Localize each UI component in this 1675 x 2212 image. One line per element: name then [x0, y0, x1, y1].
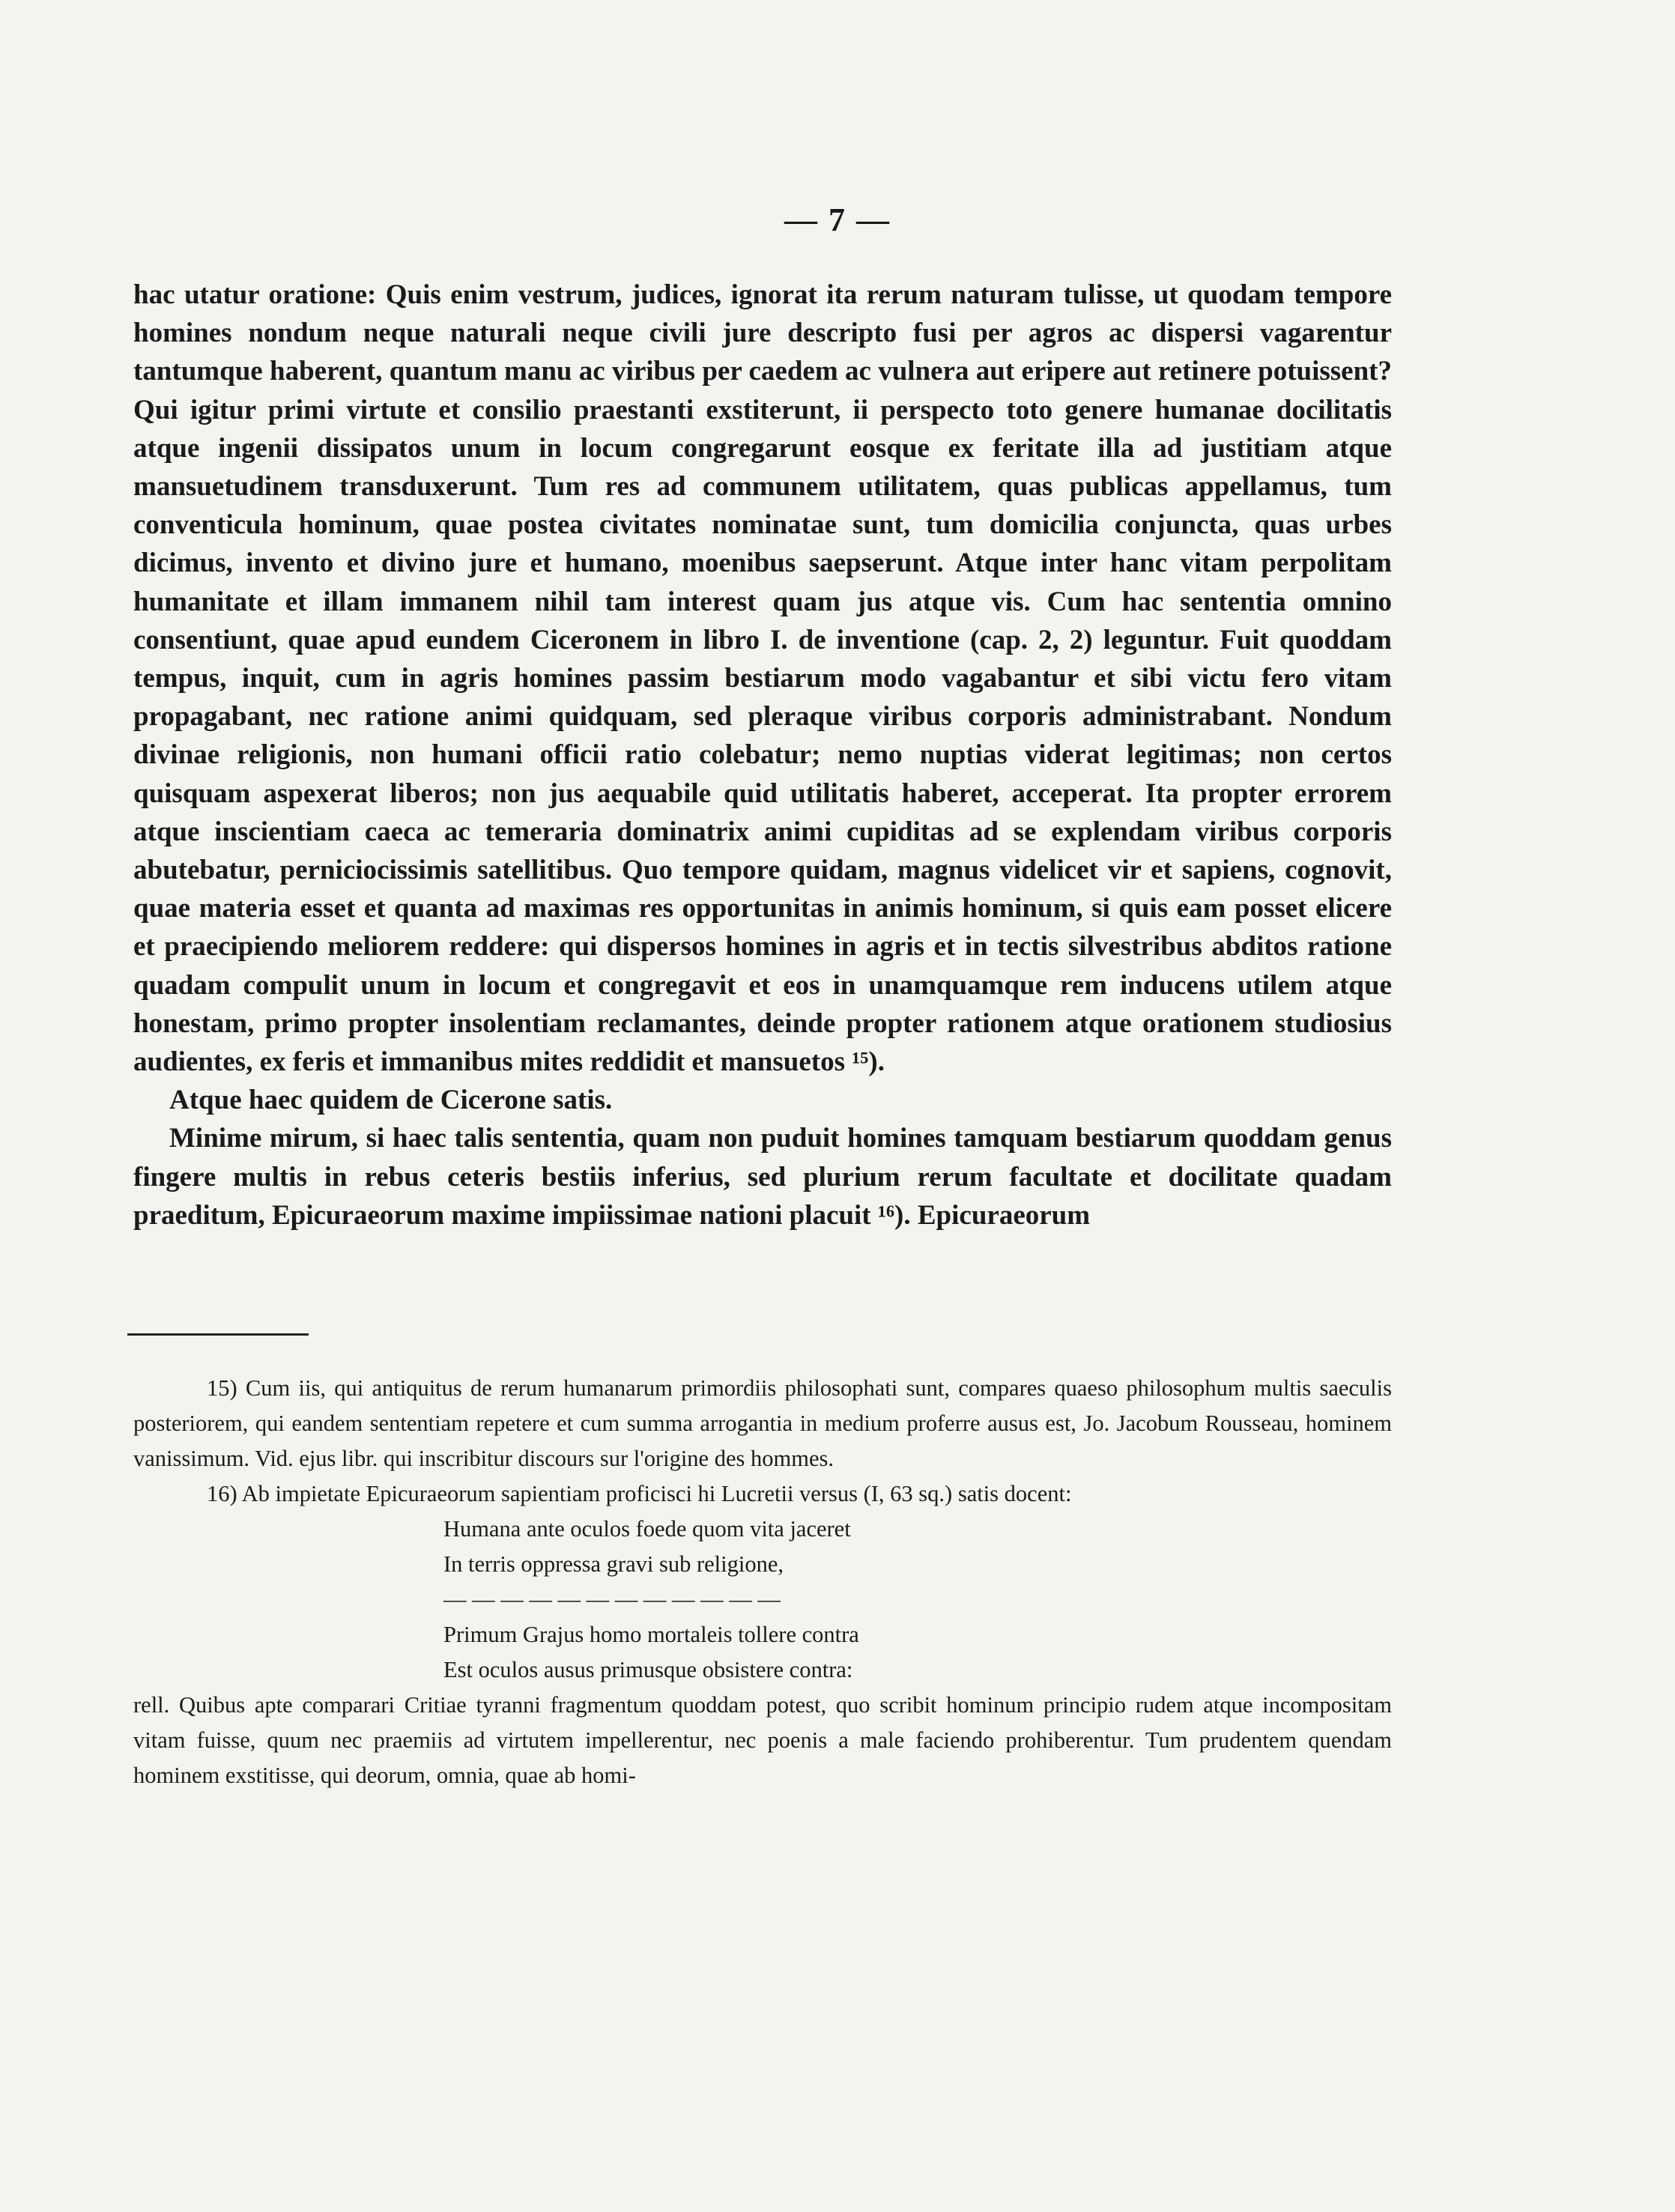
- footnote-separator-rule: [127, 1333, 309, 1336]
- paragraph-cicero-quotation: hac utatur oratione: Quis enim vestrum, judices, ignorat ita rerum naturam tulisse, ut quodam tempore homines nondum neque naturali neque civili jure descripto fusi per agros ac dispersi vagarentur tantumque haberent, quantum manu ac viribus per caedem ac vulnera aut eripere aut retinere potuissent? Qui igitur primi virtute et consilio praestanti exstiterunt, ii perspecto toto genere humanae docilitatis atque ingenii dissipatos unum in locum congregarunt eosque ex feritate illa ad justitiam atque mansuetudinem transduxerunt. Tum res ad communem utilitatem, quas publicas appellamus, tum conventicula hominum, quae postea civitates nominatae sunt, tum domicilia conjuncta, quas urbes dicimus, invento et divino jure et humano, moenibus saepserunt. Atque inter hanc vitam perpolitam humanitate et illam immanem nihil tam interest quam jus atque vis. Cum hac sententia omnino consentiunt, quae apud eundem Ciceronem in libro I. de inventione (cap. 2, 2) leguntur. Fuit quoddam tempus, inquit, cum in agris homines passim bestiarum modo vagabantur et sibi victu fero vitam propagabant, nec ratione animi quidquam, sed pleraque viribus corporis administrabant. Nondum divinae religionis, non humani officii ratio colebatur; nemo nuptias viderat legitimas; non certos quisquam aspexerat liberos; non jus aequabile quid utilitatis haberet, acceperat. Ita propter errorem atque inscientiam caeca ac temeraria dominatrix animi cupiditas ad se explendam viribus corporis abutebatur, perniciocissimis satellitibus. Quo tempore quidam, magnus videlicet vir et sapiens, cognovit, quae materia esset et quanta ad maximas res opportunitas in animis hominum, si quis eam posset elicere et praecipiendo meliorem reddere: qui dispersos homines in agris et in tectis silvestribus abditos ratione quadam compulit unum in locum et congregavit et eos in unamquamque rem inducens utilem atque honestam, primo propter insolentiam reclamantes, deinde propter rationem atque orationem studiosius audientes, ex feris et immanibus mites reddidit et mansuetos ¹⁵).: [133, 279, 1392, 1078]
- footnotes: [133, 1371, 1392, 1793]
- verse-line: In terris oppressa gravi sub religione,: [443, 1551, 784, 1577]
- page-number: — 7 —: [784, 201, 891, 238]
- footnote-16-intro: 16) Ab impietate Epicuraeorum sapientiam proficisci hi Lucretii versus (I, 63 sq.) satis docent:: [207, 1481, 1072, 1506]
- main-text: [133, 276, 1392, 1234]
- footnote-15: 15) Cum iis, qui antiquitus de rerum humanarum primordiis philosophati sunt, compares quaeso philosophum multis saeculis posteriorem, qui eandem sententiam repetere et cum summa arrogantia in medium proferre ausus est, Jo. Jacobum Rousseau, hominem vanissimum. Vid. ejus libr. qui inscribitur discours sur l'origine des hommes.: [133, 1375, 1392, 1471]
- paragraph-cicero-conclusion: Atque haec quidem de Cicerone satis.: [169, 1085, 613, 1116]
- paragraph-epicureans: Minime mirum, si haec talis sententia, quam non puduit homines tamquam bestiarum quoddam genus fingere multis in rebus ceteris bestiis inferius, sed plurium rerum facultate et docilitate quadam praeditum, Epicuraeorum maxime impiissimae nationi placuit ¹⁶). Epicuraeorum: [133, 1123, 1392, 1231]
- verse-line: Primum Grajus homo mortaleis tollere contra: [443, 1622, 859, 1647]
- footnote-16-continuation: rell. Quibus apte comparari Critiae tyranni fragmentum quoddam potest, quo scribit hominum principio rudem atque incompositam vitam fuisse, quum nec praemiis ad virtutem impellerentur, nec poenis a male faciendo prohiberentur. Tum prudentem quendam hominem exstitisse, qui deorum, omnia, quae ab homi-: [133, 1692, 1392, 1788]
- verse-line: Est oculos ausus primusque obsistere contra:: [443, 1657, 853, 1682]
- verse-line: Humana ante oculos foede quom vita jaceret: [443, 1516, 851, 1542]
- verse-ellipsis-line: — — — — — — — — — — — —: [443, 1587, 781, 1612]
